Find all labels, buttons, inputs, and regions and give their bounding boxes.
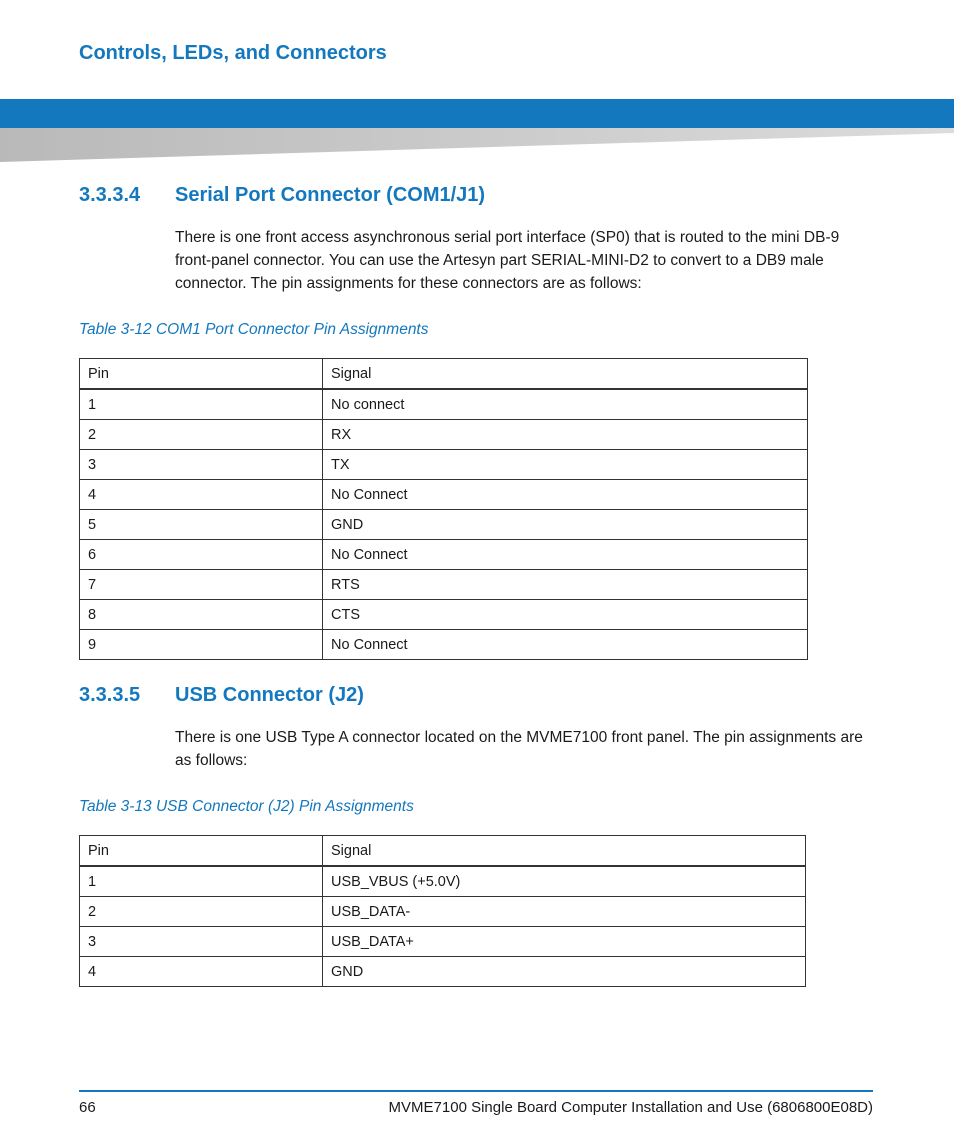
pin-cell: 2 [80,420,323,450]
pin-cell: 2 [80,897,323,927]
table-row [80,389,808,420]
signal-cell: No connect [323,389,808,420]
pin-cell: 3 [80,927,323,957]
pin-cell: 7 [80,570,323,600]
table-row [80,600,808,630]
signal-cell: RTS [323,570,808,600]
pin-cell: 6 [80,540,323,570]
table-row [80,897,806,927]
pin-cell: 1 [80,389,323,420]
column-header-pin: Pin [80,836,323,867]
column-header-pin: Pin [80,359,323,390]
section-body-serial-port: There is one front access asynchronous serial port interface (SP0) that is routed to the mini DB-9 front-panel connector. You can use the Artesyn part SERIAL-MINI-D2 to convert to a DB9 male connector. The pin assignments for these connectors are as follows: [175,229,840,292]
section-title: USB Connector (J2) [175,684,364,706]
section-number: 3.3.3.4 [79,184,141,206]
page-number: 66 [79,1099,96,1116]
table-row [80,450,808,480]
table-row [80,540,808,570]
section-heading-usb [79,684,364,707]
pin-cell: 9 [80,630,323,660]
pin-cell: 4 [80,480,323,510]
usb-pin-table [79,835,806,987]
section-number: 3.3.3.5 [79,684,141,706]
signal-cell: GND [323,957,806,987]
document-title: MVME7100 Single Board Computer Installation and Use (6806800E08D) [388,1099,873,1116]
signal-cell: No Connect [323,540,808,570]
signal-cell: RX [323,420,808,450]
pin-cell: 8 [80,600,323,630]
page-header-title: Controls, LEDs, and Connectors [79,40,391,67]
table-row [80,866,806,897]
column-header-signal: Signal [323,359,808,390]
table-header-row [80,359,808,390]
section-heading-serial-port [79,184,485,207]
table-row [80,480,808,510]
table-caption-usb: Table 3-13 USB Connector (J2) Pin Assignments [79,798,414,815]
column-header-signal: Signal [323,836,806,867]
table-caption-com1: Table 3-12 COM1 Port Connector Pin Assignments [79,321,429,338]
header-gray-wedge [0,128,954,164]
table-row [80,570,808,600]
section-title: Serial Port Connector (COM1/J1) [175,184,486,206]
signal-cell: TX [323,450,808,480]
section-body-usb: There is one USB Type A connector located on the MVME7100 front panel. The pin assignments are as follows: [175,729,863,769]
signal-cell: USB_DATA+ [323,927,806,957]
table-header-row [80,836,806,867]
table-row [80,510,808,540]
table-row [80,420,808,450]
signal-cell: USB_VBUS (+5.0V) [323,866,806,897]
signal-cell: No Connect [323,480,808,510]
signal-cell: GND [323,510,808,540]
signal-cell: USB_DATA- [323,897,806,927]
table-row [80,927,806,957]
pin-cell: 1 [80,866,323,897]
table-row [80,957,806,987]
signal-cell: CTS [323,600,808,630]
pin-cell: 4 [80,957,323,987]
table-row [80,630,808,660]
com1-pin-table [79,358,808,660]
header-accent-bar [0,99,954,128]
signal-cell: No Connect [323,630,808,660]
pin-cell: 3 [80,450,323,480]
pin-cell: 5 [80,510,323,540]
footer-rule [79,1090,873,1092]
